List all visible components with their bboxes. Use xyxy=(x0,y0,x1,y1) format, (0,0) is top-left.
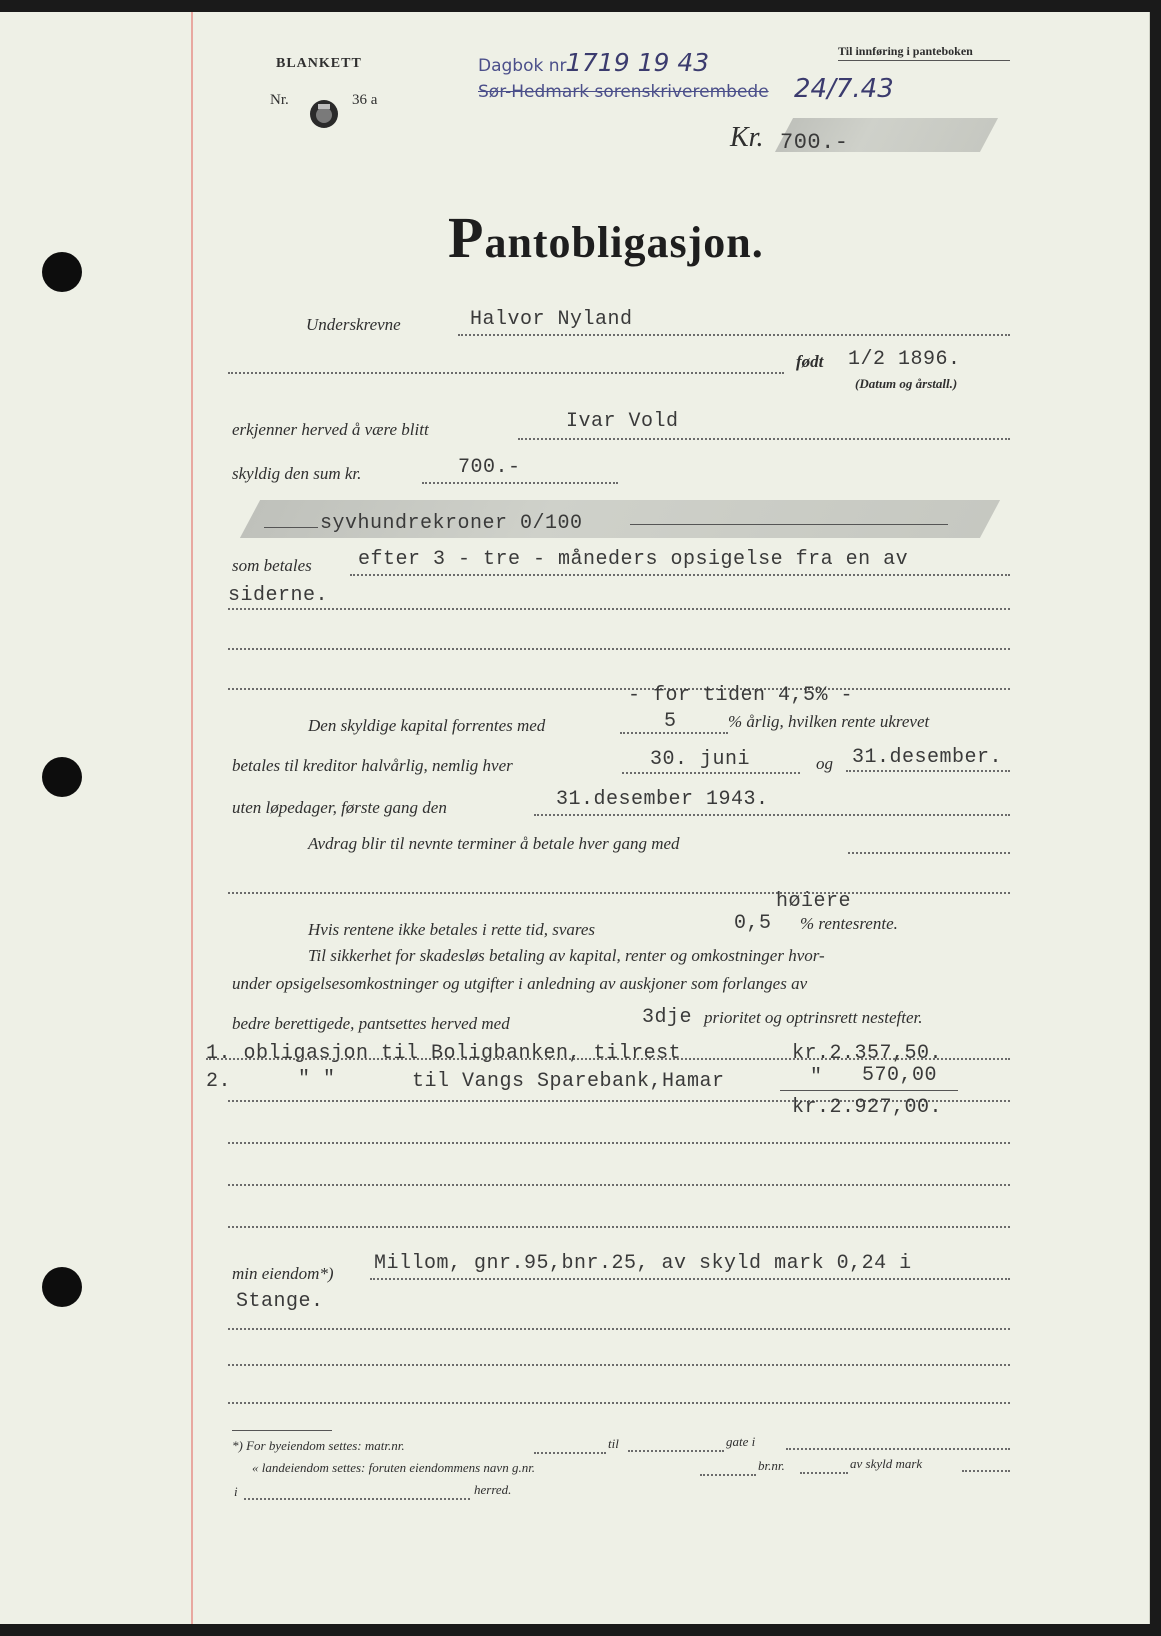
dagbok-label: Dagbok nr. xyxy=(478,56,571,76)
eiendom-cont: Stange. xyxy=(236,1290,324,1313)
sikkerhet-line-2: under opsigelsesomkostninger og utgifter i anledning av auskjoner som forlanges av xyxy=(232,974,808,993)
rentes-value: 0,5 xyxy=(734,912,772,935)
stamp-date: 24/7.43 xyxy=(794,74,894,104)
footnote-brnr: br.nr. xyxy=(758,1458,785,1473)
dotted-line xyxy=(622,772,800,774)
forrentes-rest: % årlig, hvilken rente ukrevet xyxy=(728,712,930,731)
eiendom-value: Millom, gnr.95,bnr.25, av skyld mark 0,24 i xyxy=(374,1252,912,1275)
footnote-i: i xyxy=(234,1484,238,1499)
amount-words: syvhundrekroner 0/100 xyxy=(320,512,583,535)
pantsettes-value: 3dje xyxy=(642,1006,693,1029)
pantsettes-rest: prioritet og optrinsrett nestefter. xyxy=(704,1008,923,1027)
erkjenner-label: erkjenner herved å være blitt xyxy=(232,420,429,439)
footnote-til: til xyxy=(608,1436,619,1451)
dotted-line xyxy=(228,892,1010,894)
kr-value: 700.- xyxy=(780,130,849,155)
obligation-line-2-ditto: " " xyxy=(298,1068,336,1091)
crest-icon xyxy=(309,99,339,129)
dotted-line xyxy=(228,648,1010,650)
dotted-line xyxy=(700,1474,756,1476)
skyldig-value: 700.- xyxy=(458,456,521,479)
sum-rule xyxy=(780,1090,958,1091)
forrentes-label: Den skyldige kapital forrentes med xyxy=(308,716,546,735)
dotted-line xyxy=(228,1364,1010,1366)
obligation-total: kr.2.927,00. xyxy=(792,1096,943,1119)
dagbok-value: 1719 19 43 xyxy=(566,48,710,77)
footnote-gate: gate i xyxy=(726,1434,756,1449)
top-right-note: Til innføring i panteboken xyxy=(838,44,973,58)
dotted-line xyxy=(846,770,1010,772)
obligation-line-2: til Vangs Sparebank,Hamar xyxy=(412,1070,725,1093)
rentes-rest: % rentesrente. xyxy=(800,914,898,933)
pantsettes-label: bedre berettigede, pantsettes herved med xyxy=(232,1014,510,1033)
dotted-line xyxy=(458,334,1010,336)
dotted-line xyxy=(244,1498,470,1500)
nr-value: 36 a xyxy=(352,92,378,108)
eiendom-label: min eiendom*) xyxy=(232,1264,334,1283)
kr-label: Kr. xyxy=(730,122,764,153)
title-cap: P xyxy=(448,205,485,270)
obligation-line-2-ditto-2: " xyxy=(810,1066,823,1089)
avdrag-label: Avdrag blir til nevnte terminer å betale hver gang med xyxy=(308,834,680,853)
dotted-line xyxy=(228,1402,1010,1404)
dotted-line xyxy=(228,688,1010,690)
betales-label: som betales xyxy=(232,556,312,575)
footnote-herred: herred. xyxy=(474,1482,512,1497)
undersk-value: Halvor Nyland xyxy=(470,308,633,331)
halvarlig-label: betales til kreditor halvårlig, nemlig hver xyxy=(232,756,513,775)
punch-hole xyxy=(42,757,82,797)
obligation-line-1-amount: kr.2.357,50. xyxy=(792,1042,943,1065)
halvarlig-value-1: 30. juni xyxy=(650,748,751,771)
rentes-label: Hvis rentene ikke betales i rette tid, svares xyxy=(308,920,596,939)
fodt-value: 1/2 1896. xyxy=(848,348,961,371)
betales-cont: siderne. xyxy=(228,584,329,607)
dotted-line xyxy=(518,438,1010,440)
forrentes-hand: - for tiden 4,5% - xyxy=(628,684,854,707)
dotted-line xyxy=(350,574,1010,576)
office-stamp: Sør-Hedmark sorenskriverembede xyxy=(478,82,769,102)
forrentes-value: 5 xyxy=(664,710,677,733)
dotted-line xyxy=(228,608,1010,610)
punch-hole xyxy=(42,252,82,292)
punch-hole xyxy=(42,1267,82,1307)
dotted-line xyxy=(962,1470,1010,1472)
footnote-rule xyxy=(232,1430,332,1431)
dotted-line xyxy=(422,482,618,484)
dash-line xyxy=(264,527,318,528)
skyldig-label: skyldig den sum kr. xyxy=(232,464,362,483)
dotted-line xyxy=(628,1450,724,1452)
hoiere-note: høiere xyxy=(776,890,852,913)
dotted-line xyxy=(228,1328,1010,1330)
dotted-line xyxy=(848,852,1010,854)
halvarlig-value-2: 31.desember. xyxy=(852,746,1003,769)
dotted-line xyxy=(206,1058,1010,1060)
obligation-line-2-amount: 570,00 xyxy=(862,1064,938,1087)
dotted-line xyxy=(800,1472,848,1474)
dotted-line xyxy=(786,1448,1010,1450)
obligation-line-2-number: 2. xyxy=(206,1070,232,1093)
footnote-line-2: « landeiendom settes: foruten eiendommens navn g.nr. xyxy=(252,1460,536,1475)
dotted-line xyxy=(534,1452,606,1454)
dotted-line xyxy=(228,1226,1010,1228)
dash-line xyxy=(630,524,948,525)
erkjenner-value: Ivar Vold xyxy=(566,410,679,433)
footnote-skyld: av skyld mark xyxy=(850,1456,923,1471)
dotted-line xyxy=(228,372,784,374)
dotted-line xyxy=(370,1278,1010,1280)
document-page xyxy=(0,12,1150,1624)
og-label: og xyxy=(816,754,833,773)
datum-note: (Datum og årstall.) xyxy=(855,376,958,391)
title-rest: antobligasjon. xyxy=(484,218,764,267)
dotted-line xyxy=(228,1142,1010,1144)
nr-label: Nr. xyxy=(270,92,289,108)
lopedager-value: 31.desember 1943. xyxy=(556,788,769,811)
note-underline xyxy=(838,60,1010,61)
sikkerhet-line-1: Til sikkerhet for skadesløs betaling av kapital, renter og omkostninger hvor- xyxy=(308,946,825,965)
betales-value: efter 3 - tre - måneders opsigelse fra en av xyxy=(358,548,909,571)
fodt-label: født xyxy=(796,352,824,371)
margin-line xyxy=(191,12,193,1624)
blankett-label: BLANKETT xyxy=(276,56,362,71)
dotted-line xyxy=(228,1184,1010,1186)
page-title xyxy=(448,204,764,271)
undersk-label: Underskrevne xyxy=(306,315,401,334)
obligation-line-1: 1. obligasjon til Boligbanken, tilrest xyxy=(206,1042,682,1065)
dotted-line xyxy=(534,814,1010,816)
lopedager-label: uten løpedager, første gang den xyxy=(232,798,447,817)
footnote-line-1: *) For byeiendom settes: matr.nr. xyxy=(232,1438,405,1453)
